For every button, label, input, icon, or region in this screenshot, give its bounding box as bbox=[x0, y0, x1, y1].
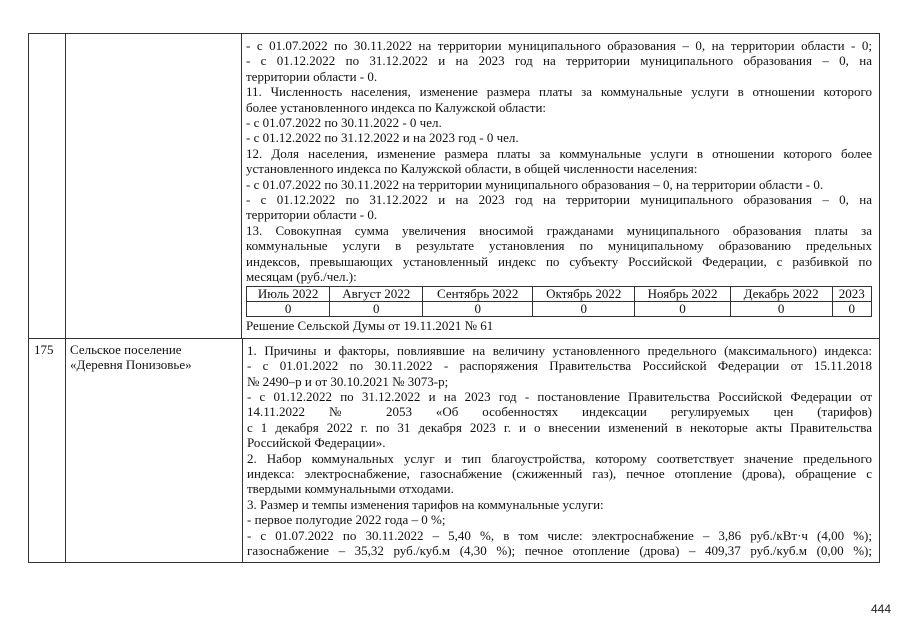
text-line: - с 01.12.2022 по 31.12.2022 и на 2023 год - постановление Правительства Российской Федерации от bbox=[247, 388, 872, 404]
text-line: 14.11.2022 № 2053 «Об особенностях индексации регулируемых цен (тарифов) bbox=[247, 404, 872, 420]
month-value: 0 bbox=[533, 302, 635, 317]
document-table bbox=[28, 33, 880, 563]
monthly-sum-table bbox=[246, 286, 872, 317]
month-header: Ноябрь 2022 bbox=[635, 287, 730, 302]
monthly-sum-value-row bbox=[247, 302, 872, 317]
monthly-sum-header-row bbox=[247, 287, 872, 302]
text-line: 2. Набор коммунальных услуг и тип благоустройства, которому соответствует значение предельного bbox=[247, 450, 872, 466]
text-line: 3. Размер и темпы изменения тарифов на коммунальные услуги: bbox=[247, 496, 604, 512]
text-line: 1. Причины и факторы, повлиявшие на величину установленного предельного (максимального) индекса: bbox=[247, 342, 872, 358]
row-number-cell: 175 bbox=[29, 339, 66, 563]
text-line: - с 01.12.2022 по 31.12.2022 и на 2023 год - 0 чел. bbox=[246, 130, 519, 146]
text-line: с 1 декабря 2022 г. по 31 декабря 2023 г. и о внесении изменений в некоторые акты Правительства bbox=[247, 419, 872, 435]
month-value: 0 bbox=[330, 302, 423, 317]
details-text bbox=[246, 38, 872, 284]
text-line: более установленного индекса по Калужской области: bbox=[246, 99, 547, 115]
text-line: индексов, превышающих установленный индекс по субъекту Российской Федерации, с разбивкой по bbox=[246, 253, 872, 269]
text-line: индекса: электроснабжение, газоснабжение (сжиженный газ), печное отопление (дрова), обращение с bbox=[247, 465, 872, 481]
text-line: - с 01.07.2022 по 30.11.2022 - 0 чел. bbox=[246, 114, 442, 130]
month-header: Август 2022 bbox=[330, 287, 423, 302]
municipality-cell bbox=[66, 34, 242, 338]
row-number-cell bbox=[29, 34, 66, 338]
text-line: газоснабжение – 35,32 руб./куб.м (4,30 %); печное отопление (дрова) – 409,37 руб./куб.м (0,00 %); bbox=[247, 542, 872, 558]
text-line: территории области - 0. bbox=[246, 68, 378, 84]
text-line: коммунальные услуги в результате установления по муниципальному образованию предельных bbox=[246, 238, 872, 254]
month-header: Сентябрь 2022 bbox=[423, 287, 533, 302]
month-value: 0 bbox=[635, 302, 730, 317]
month-header: 2023 bbox=[832, 287, 872, 302]
text-line: 12. Доля населения, изменение размера платы за коммунальные услуги в отношении которого более bbox=[246, 145, 872, 161]
text-line: № 2490–р и от 30.10.2021 № 3073-р; bbox=[247, 373, 449, 389]
month-value: 0 bbox=[832, 302, 872, 317]
month-header: Декабрь 2022 bbox=[730, 287, 832, 302]
month-value: 0 bbox=[730, 302, 832, 317]
text-line: - с 01.07.2022 по 30.11.2022 – 5,40 %, в том числе: электроснабжение – 3,86 руб./кВт·ч (4,00 %); bbox=[247, 527, 872, 543]
text-line: 13. Совокупная сумма увеличения вносимой гражданами муниципального образования платы за bbox=[246, 222, 872, 238]
text-line: территории области - 0. bbox=[246, 207, 378, 223]
details-cell bbox=[242, 34, 879, 338]
table-row-continued bbox=[29, 34, 879, 339]
municipality-cell bbox=[66, 339, 243, 563]
month-header: Июль 2022 bbox=[247, 287, 330, 302]
text-line: месяцам (руб./чел.): bbox=[246, 268, 357, 284]
text-line: 11. Численность населения, изменение размера платы за коммунальные услуги в отношении которого bbox=[246, 84, 872, 100]
text-line: твердыми коммунальными отходами. bbox=[247, 481, 454, 497]
text-line: установленного индекса по Калужской области, в общей численности населения: bbox=[246, 161, 698, 177]
month-value: 0 bbox=[423, 302, 533, 317]
text-line: Российской Федерации». bbox=[247, 435, 386, 451]
text-line: - первое полугодие 2022 года – 0 %; bbox=[247, 512, 446, 528]
details-cell bbox=[243, 339, 879, 563]
table-row-175 bbox=[29, 339, 879, 563]
text-line: - с 01.07.2022 по 30.11.2022 на территории муниципального образования – 0, на территории области - 0; bbox=[246, 38, 872, 53]
text-line: - с 01.07.2022 по 30.11.2022 на территории муниципального образования – 0, на территории области - 0. bbox=[246, 176, 824, 192]
municipality-name-line: «Деревня Понизовье» bbox=[70, 357, 192, 373]
text-line: - с 01.12.2022 по 31.12.2022 и на 2023 год на территории муниципального образования – 0, на bbox=[246, 192, 872, 207]
month-value: 0 bbox=[247, 302, 330, 317]
page-number: 444 bbox=[871, 602, 892, 616]
text-line: - с 01.01.2022 по 30.11.2022 - распоряжения Правительства Российской Федерации от 15.11.2018 bbox=[247, 358, 872, 374]
details-text bbox=[247, 343, 872, 559]
text-line: - с 01.12.2022 по 31.12.2022 и на 2023 год на территории муниципального образования – 0, на bbox=[246, 53, 872, 69]
decision-reference: Решение Сельской Думы от 19.11.2021 № 61 bbox=[246, 318, 494, 334]
municipality-name-line: Сельское поселение bbox=[70, 341, 182, 357]
month-header: Октябрь 2022 bbox=[533, 287, 635, 302]
